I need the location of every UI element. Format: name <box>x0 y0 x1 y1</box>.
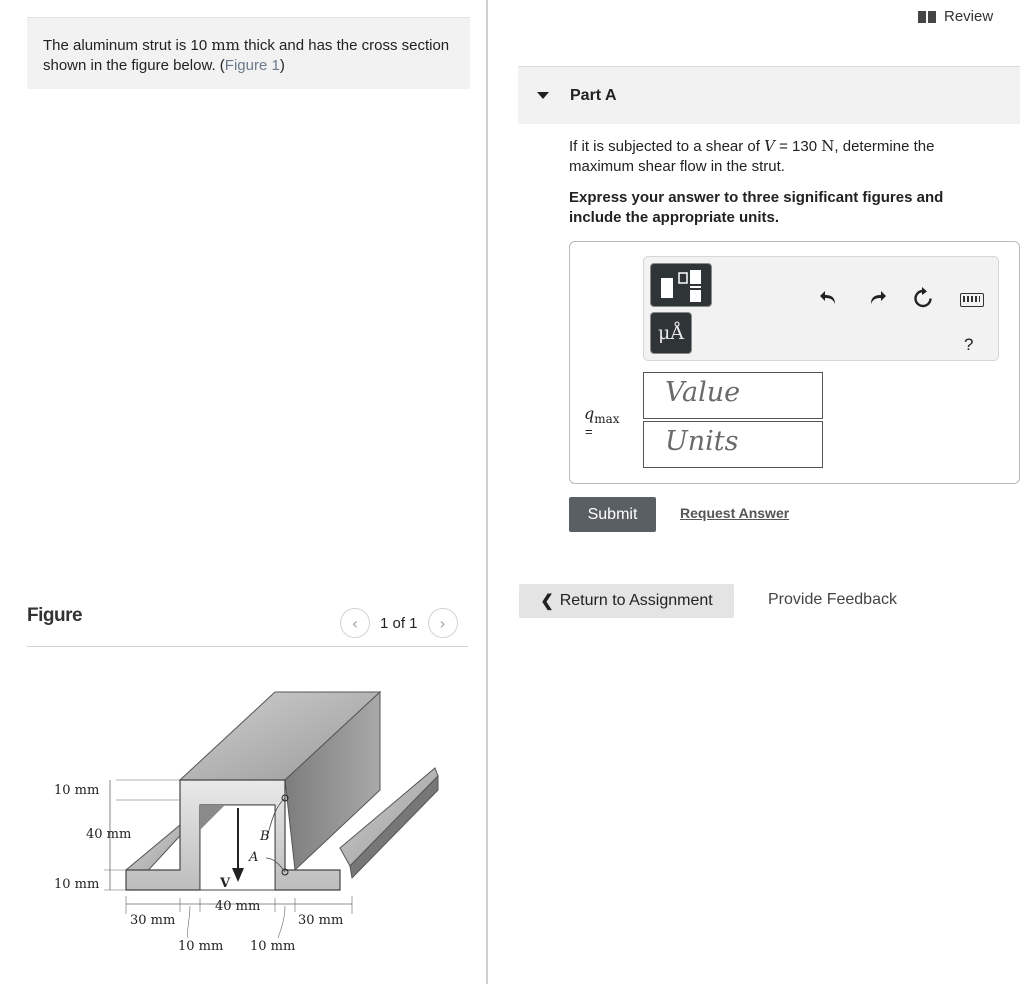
chevron-left-icon: ❮ <box>540 593 554 610</box>
dim-label-10mm-b1: 10 mm <box>178 939 224 954</box>
question-variable: V <box>764 137 775 155</box>
units-input[interactable]: Units <box>643 421 823 468</box>
point-a-label: A <box>249 850 259 865</box>
figure-page-count: 1 of 1 <box>380 614 418 632</box>
dim-label-30mm-right: 30 mm <box>298 913 344 928</box>
question-unit: N <box>821 137 835 155</box>
provide-feedback-link[interactable]: Provide Feedback <box>768 591 897 608</box>
redo-icon[interactable] <box>866 287 888 309</box>
fraction-template-icon <box>651 264 713 308</box>
review-label: Review <box>944 8 994 25</box>
fraction-template-button[interactable] <box>650 263 712 307</box>
figure-divider <box>27 646 468 647</box>
submit-button[interactable]: Submit <box>569 497 656 532</box>
equals-label: = <box>585 424 593 439</box>
math-toolbar <box>643 256 999 361</box>
dim-label-10mm-top: 10 mm <box>54 783 100 798</box>
previous-figure-button[interactable] <box>340 608 370 638</box>
pane-divider[interactable] <box>486 0 488 984</box>
chevron-right-icon: › <box>439 613 446 633</box>
point-b-label: B <box>260 829 270 844</box>
answer-instruction: Express your answer to three significant figures and include the appropriate units. <box>569 189 944 226</box>
book-icon <box>918 11 936 23</box>
dim-label-10mm-bottom: 10 mm <box>54 877 100 892</box>
strut-figure <box>40 680 460 970</box>
value-input[interactable]: Value <box>643 372 823 419</box>
review-link[interactable] <box>918 8 993 25</box>
collapse-caret-icon <box>537 92 549 99</box>
answer-panel <box>569 241 1020 484</box>
return-to-assignment-button[interactable] <box>519 584 734 618</box>
units-button[interactable]: μÅ <box>650 312 692 354</box>
dim-leader-10mm-2 <box>278 906 285 938</box>
qmax-label <box>584 404 620 426</box>
part-title: Part A <box>570 86 617 104</box>
problem-pane <box>0 0 486 984</box>
next-figure-button[interactable] <box>428 608 458 638</box>
dim-label-40mm-left: 40 mm <box>86 827 132 842</box>
return-label: Return to Assignment <box>559 592 713 609</box>
dim-label-30mm-left: 30 mm <box>130 913 176 928</box>
question-end: , determine the maximum shear flow in the strut. <box>569 138 935 175</box>
figure-pager <box>340 607 458 639</box>
reset-icon[interactable] <box>912 287 934 309</box>
dim-label-10mm-b2: 10 mm <box>250 939 296 954</box>
qmax-subscript: max <box>594 412 620 427</box>
undo-icon[interactable] <box>818 287 840 309</box>
figure-link[interactable]: Figure 1 <box>224 57 280 74</box>
problem-unit: mm <box>211 36 240 54</box>
help-button[interactable]: ? <box>964 335 974 354</box>
figure-title: Figure <box>27 605 83 626</box>
request-answer-link[interactable]: Request Answer <box>680 505 790 521</box>
dim-leader-10mm-1 <box>187 906 190 938</box>
question-value: = 130 <box>779 138 818 155</box>
keyboard-icon[interactable] <box>960 293 984 307</box>
problem-text-middle: thick and has the cross section shown in the figure below. ( <box>43 37 450 74</box>
problem-statement <box>27 17 470 89</box>
chevron-left-icon: ‹ <box>351 613 359 633</box>
problem-text-start: The aluminum strut is 10 <box>43 37 208 54</box>
question-text <box>569 136 999 177</box>
question-start: If it is subjected to a shear of <box>569 138 760 155</box>
dim-label-40mm-bottom: 40 mm <box>215 899 261 914</box>
problem-text-end: ) <box>279 57 285 74</box>
part-a-header[interactable] <box>518 67 1020 124</box>
shear-label: V <box>220 876 231 891</box>
qmax-symbol: q <box>584 404 595 423</box>
